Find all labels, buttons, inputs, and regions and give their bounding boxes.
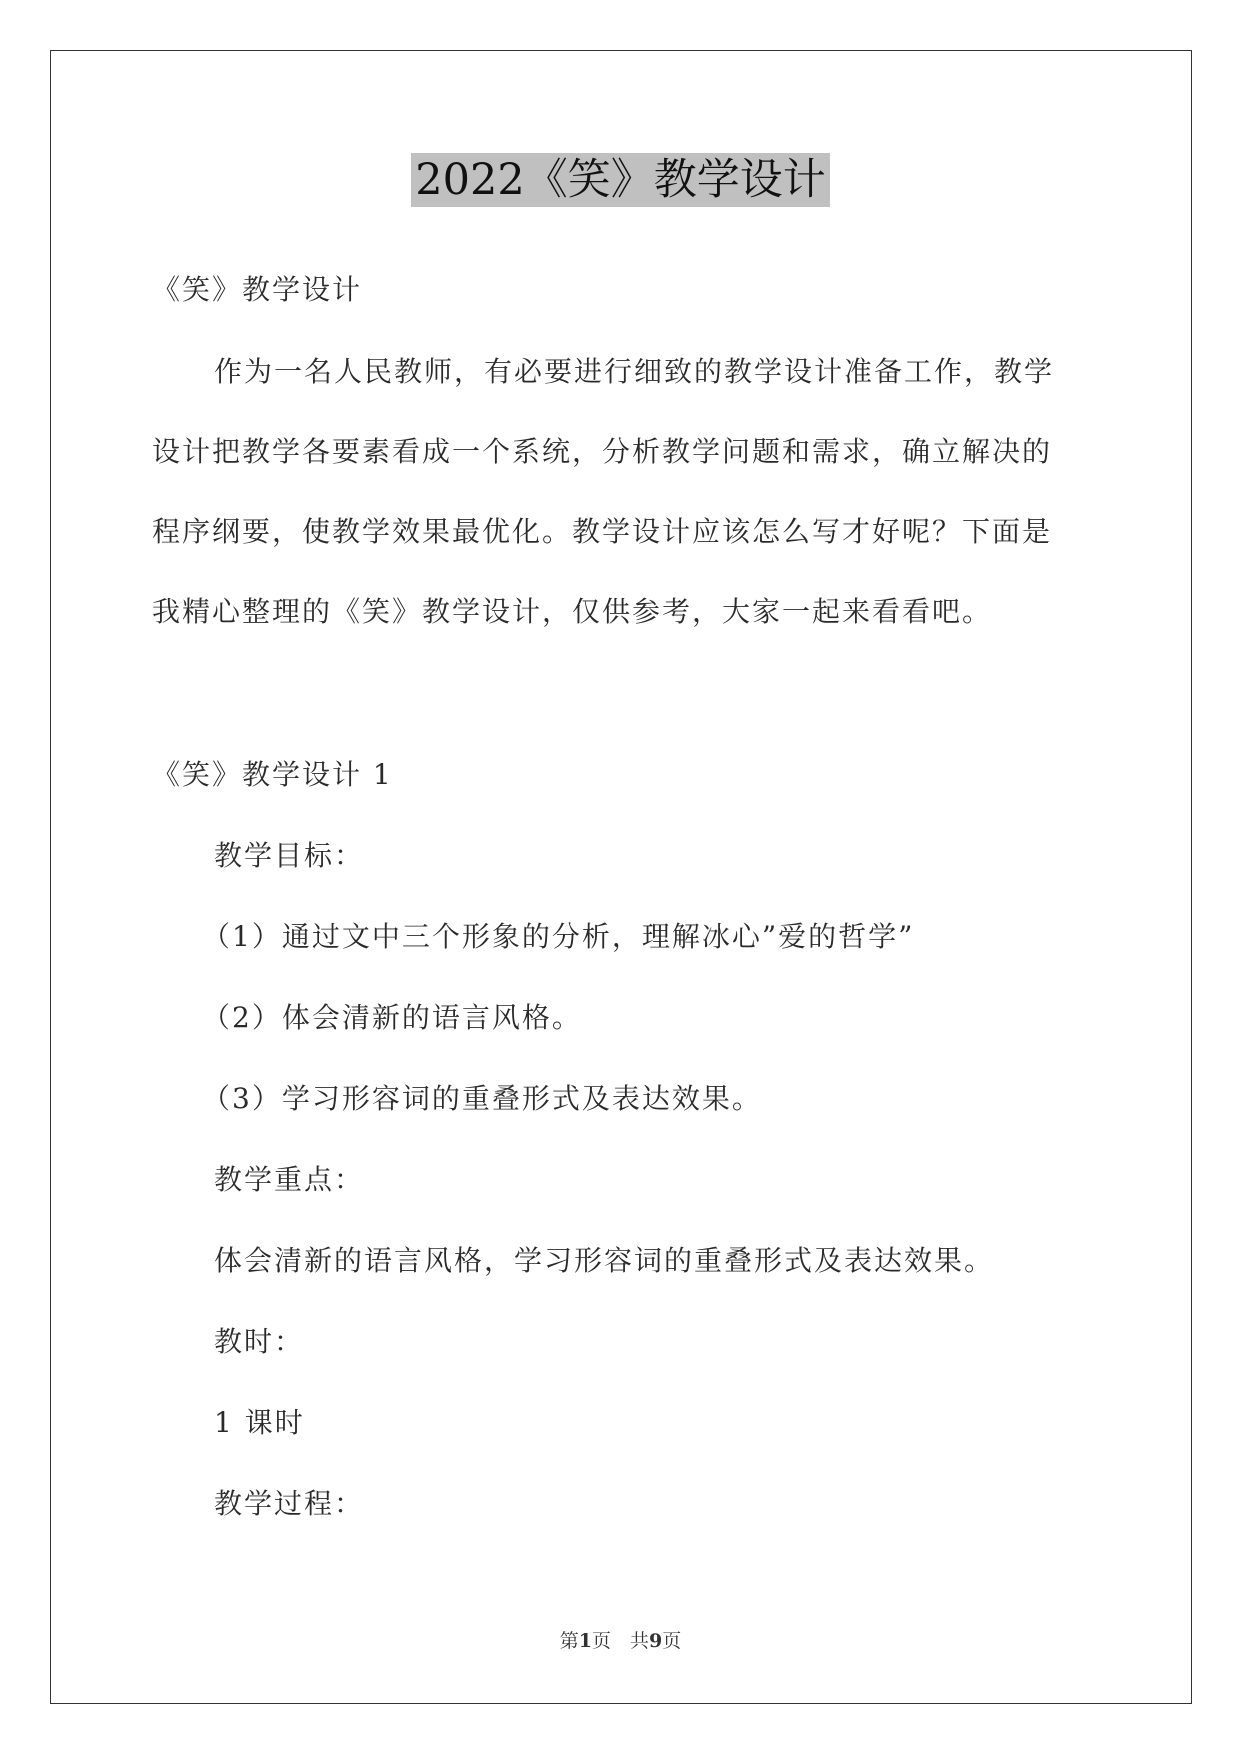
footer-page-prefix: 第 [559,1630,579,1652]
key-points-text: 体会清新的语言风格，学习形容词的重叠形式及表达效果。 [214,1244,995,1277]
footer-page-total: 9 [649,1630,663,1652]
intro-line-1: 作为一名人民教师，有必要进行细致的教学设计准备工作，教学 [214,355,1055,388]
intro-line-3: 程序纲要，使教学效果最优化。教学设计应该怎么写才好呢？下面是 [152,515,1053,548]
intro-line-2: 设计把教学各要素看成一个系统，分析教学问题和需求，确立解决的 [152,435,1053,468]
objective-item-2: （2）体会清新的语言风格。 [202,1001,582,1034]
key-points-label: 教学重点： [214,1163,365,1196]
footer-page-mid: 页 共 [591,1630,649,1652]
footer-page-suffix: 页 [662,1630,682,1652]
process-label: 教学过程： [214,1487,365,1520]
intro-line-4: 我精心整理的《笑》教学设计，仅供参考，大家一起来看看吧。 [152,595,993,628]
section-heading: 《笑》教学设计 1 [152,758,393,791]
hours-value: 1 课时 [214,1406,305,1439]
footer-page-number: 1 [578,1630,592,1652]
objective-item-1: （1）通过文中三个形象的分析，理解冰心”爱的哲学” [202,920,915,953]
hours-label: 教时： [214,1325,305,1358]
objective-item-3: （3）学习形容词的重叠形式及表达效果。 [202,1082,762,1115]
document-subtitle: 《笑》教学设计 [152,273,363,306]
page-footer [0,1628,1241,1654]
objectives-label: 教学目标： [214,839,365,872]
document-title: 2022《笑》教学设计 [0,150,1241,210]
